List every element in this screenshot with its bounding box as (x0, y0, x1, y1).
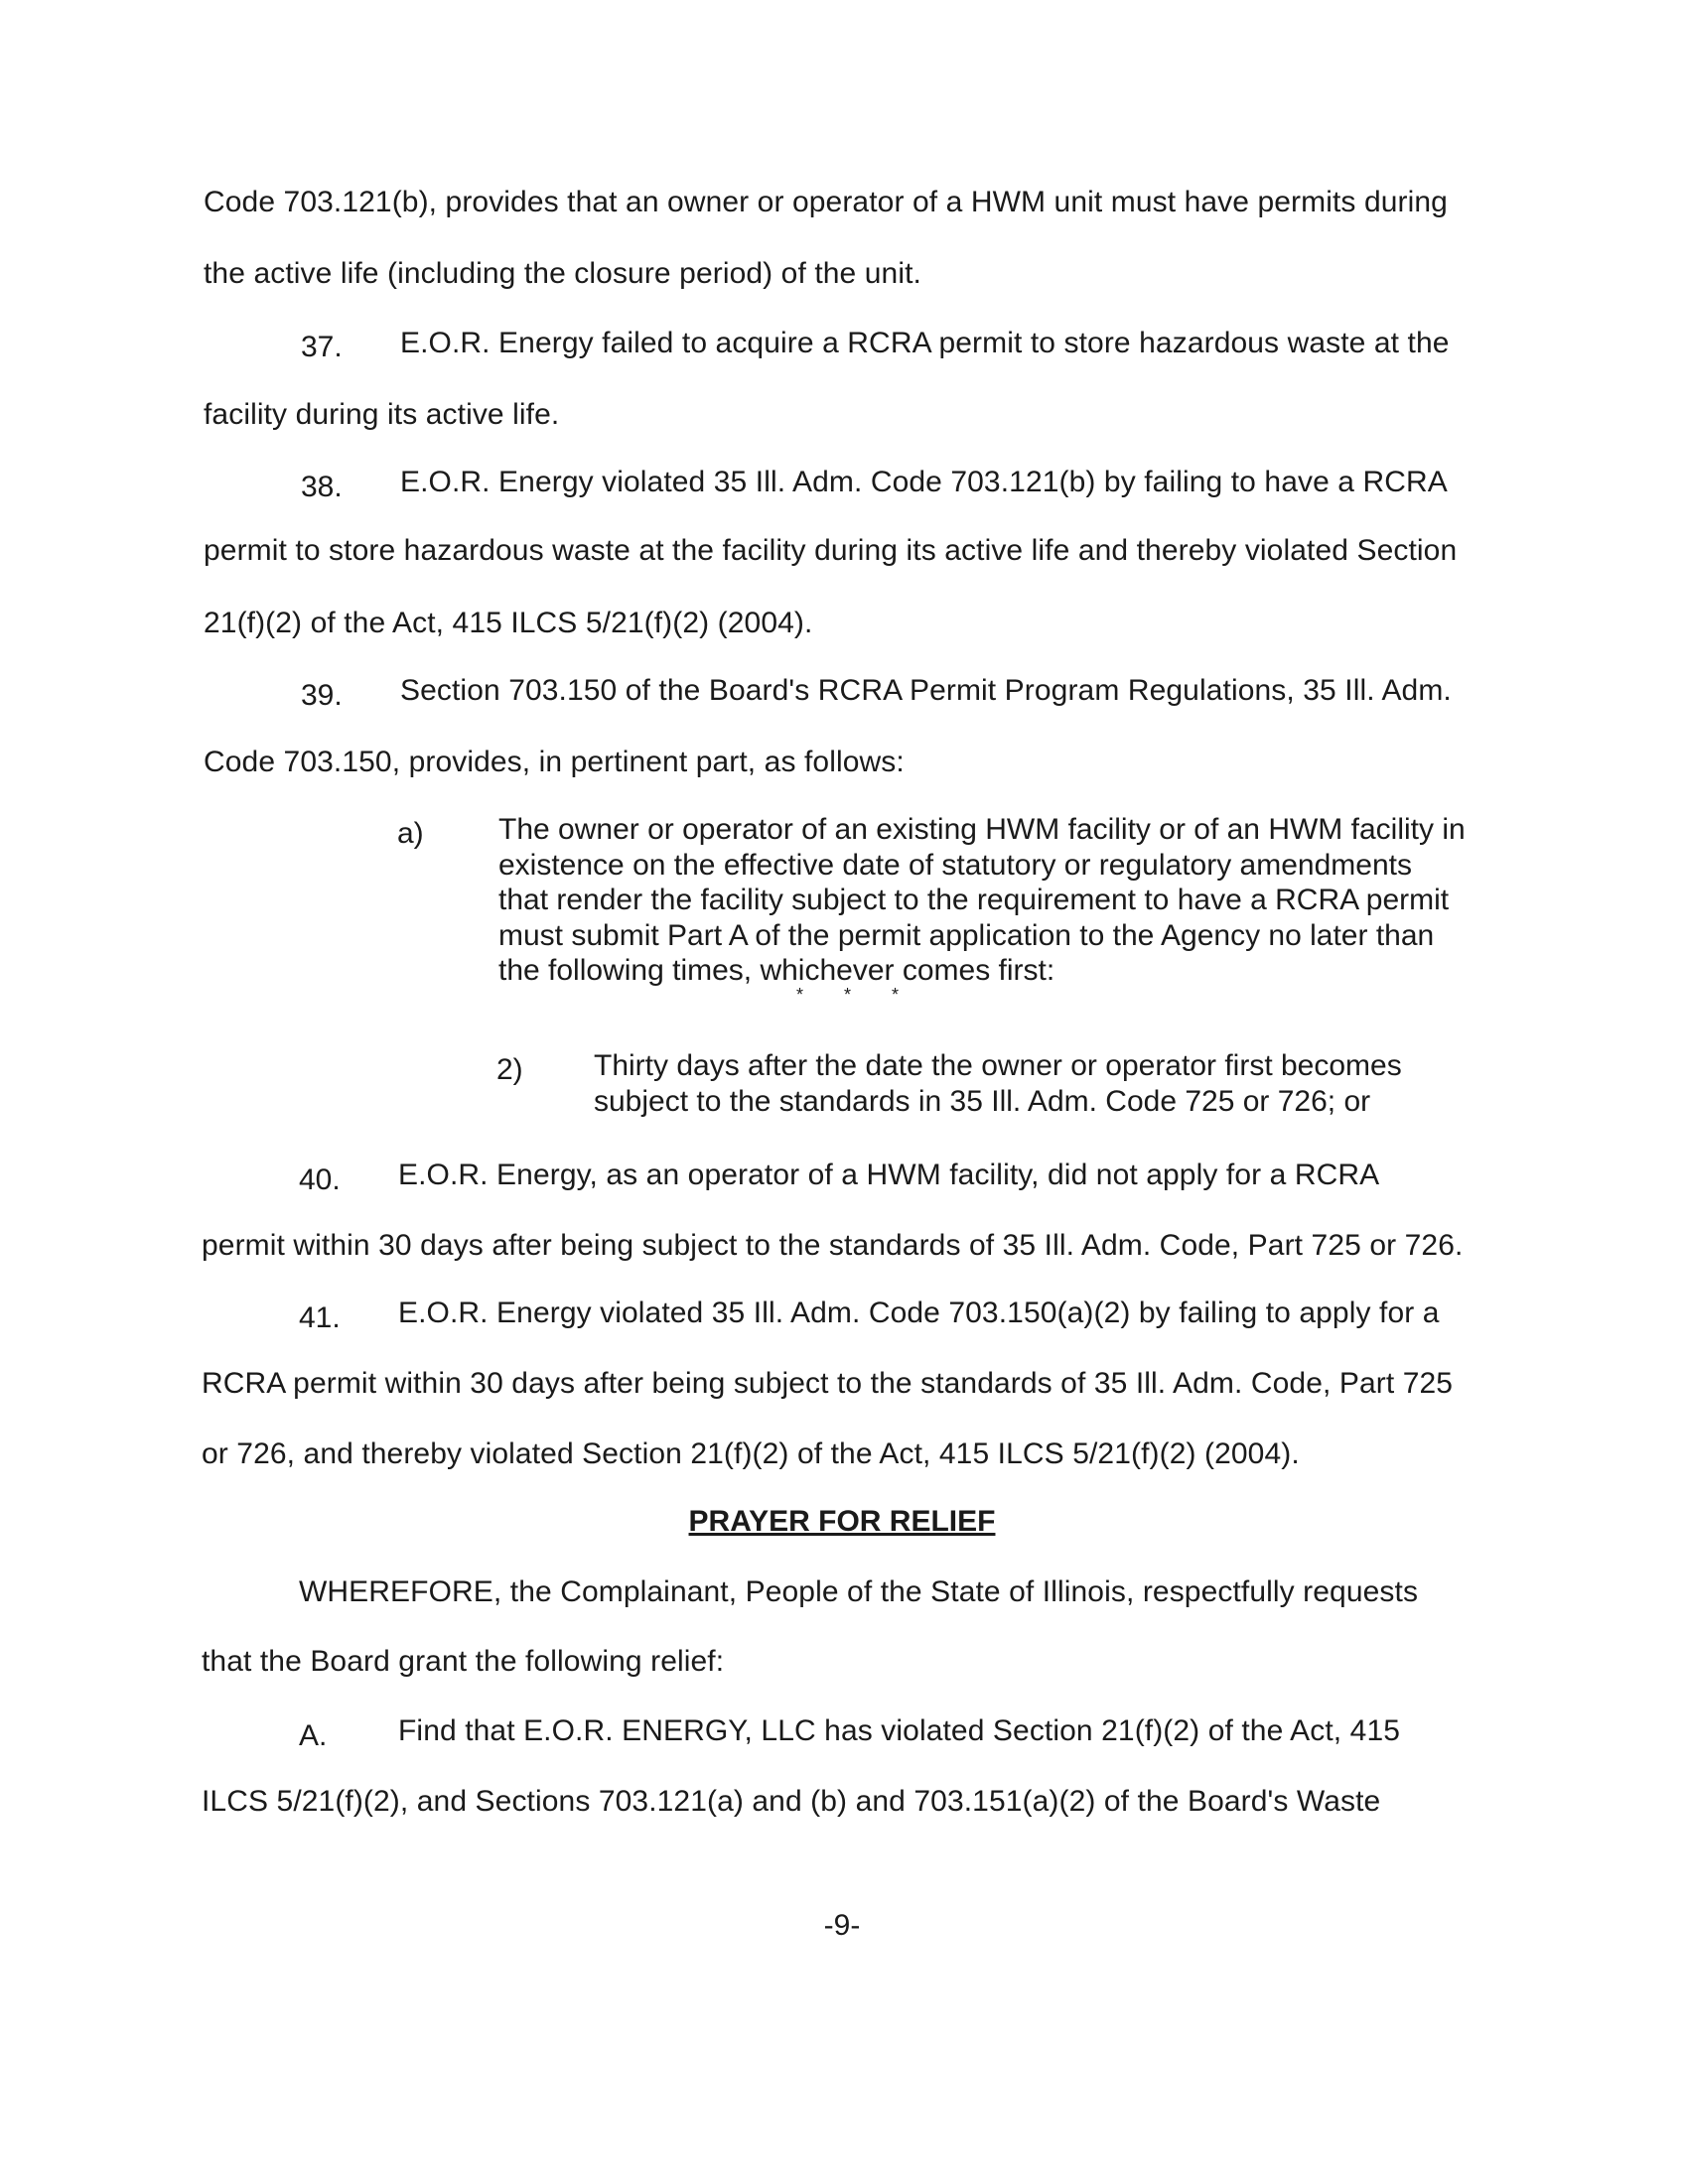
paragraph-number: 41. (299, 1301, 341, 1334)
text-line: the active life (including the closure period) of the unit. (204, 257, 921, 290)
text-line: WHEREFORE, the Complainant, People of the State of Illinois, respectfully requests (299, 1575, 1419, 1608)
page-number: -9- (823, 1909, 861, 1942)
text-line: 21(f)(2) of the Act, 415 ILCS 5/21(f)(2) (2004). (204, 607, 813, 639)
quote-line: that render the facility subject to the requirement to have a RCRA permit (498, 884, 1450, 916)
block-quote (594, 1048, 1402, 1119)
paragraph-number: 39. (301, 679, 343, 712)
text-line: ILCS 5/21(f)(2), and Sections 703.121(a) and (b) and 703.151(a)(2) of the Board's Waste (202, 1785, 1381, 1818)
text-line: E.O.R. Energy, as an operator of a HWM facility, did not apply for a RCRA (398, 1159, 1380, 1191)
quote-line: subject to the standards in 35 Ill. Adm. Code 725 or 726; or (594, 1084, 1371, 1118)
text-line: E.O.R. Energy failed to acquire a RCRA permit to store hazardous waste at the (400, 327, 1450, 359)
paragraph-number: 37. (301, 331, 343, 363)
text-line: E.O.R. Energy violated 35 Ill. Adm. Code 703.121(b) by failing to have a RCRA (400, 466, 1448, 498)
text-line: RCRA permit within 30 days after being subject to the standards of 35 Ill. Adm. Code, Part 725 (202, 1367, 1454, 1400)
text-line: facility during its active life. (204, 398, 560, 431)
quote-label: a) (397, 817, 424, 850)
quote-line: existence on the effective date of statutory or regulatory amendments (498, 848, 1412, 882)
quote-line: The owner or operator of an existing HWM facility or of an HWM facility in (498, 813, 1466, 846)
paragraph-number: 40. (299, 1163, 341, 1196)
text-line: or 726, and thereby violated Section 21(f)(2) of the Act, 415 ILCS 5/21(f)(2) (2004). (202, 1437, 1300, 1470)
quote-line: the following times, whichever comes first: (498, 954, 1055, 987)
text-line: Code 703.121(b), provides that an owner or operator of a HWM unit must have permits during (204, 186, 1448, 218)
text-line: that the Board grant the following relief: (202, 1645, 725, 1678)
quote-line: must submit Part A of the permit application to the Agency no later than (498, 918, 1435, 952)
text-line: Section 703.150 of the Board's RCRA Permit Program Regulations, 35 Ill. Adm. (400, 674, 1452, 707)
paragraph-number: 38. (301, 471, 343, 503)
paragraph-number: A. (299, 1719, 328, 1752)
text-line: Code 703.150, provides, in pertinent part, as follows: (204, 746, 905, 778)
quote-label: 2) (496, 1053, 523, 1086)
ellipsis-stars: * * * (796, 985, 917, 1005)
text-line: E.O.R. Energy violated 35 Ill. Adm. Code 703.150(a)(2) by failing to apply for a (398, 1297, 1440, 1329)
text-line: permit within 30 days after being subject to the standards of 35 Ill. Adm. Code, Part 725 or 726. (202, 1229, 1464, 1262)
text-line: permit to store hazardous waste at the facility during its active life and thereby violated Section (204, 534, 1458, 567)
quote-line: Thirty days after the date the owner or operator first becomes (594, 1049, 1402, 1082)
section-heading: PRAYER FOR RELIEF (688, 1505, 996, 1538)
block-quote (498, 812, 1466, 989)
text-line: Find that E.O.R. ENERGY, LLC has violated Section 21(f)(2) of the Act, 415 (398, 1714, 1401, 1747)
